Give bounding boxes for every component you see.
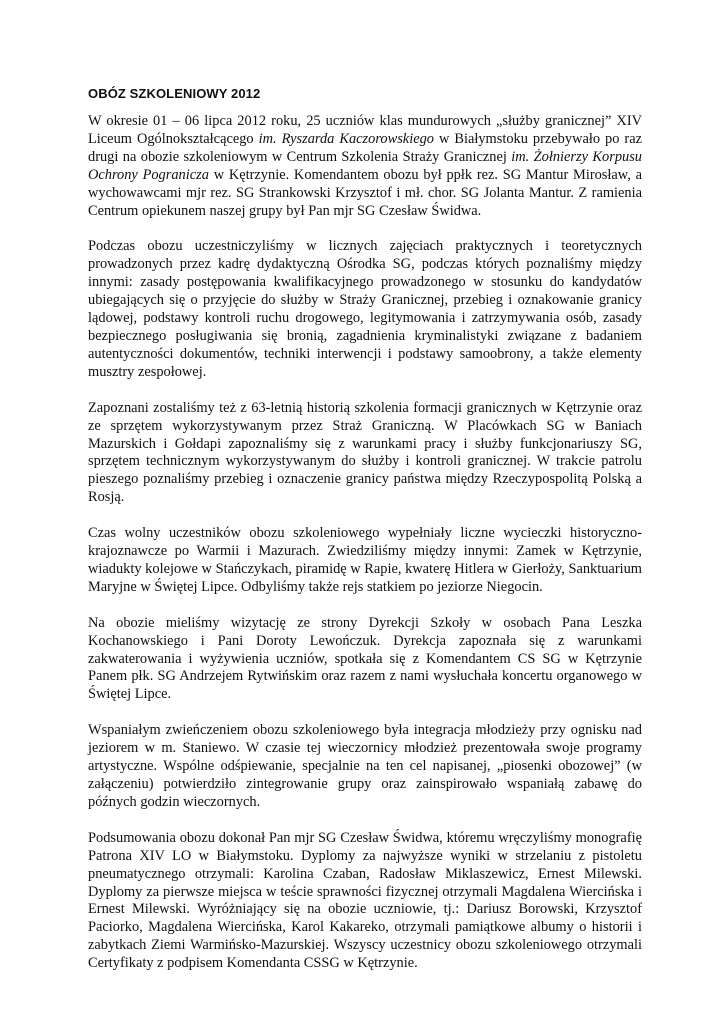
center-patron-name: im. Żołnierzy Korpusu Ochrony Pogranicza (88, 148, 643, 183)
paragraph-campfire: Wspaniałym zwieńczeniem obozu szkoleniowego była integracja młodzieży przy ognisku nad jeziorem w m. Staniewo. W czasie tej wieczornicy młodzież prezentowała swoje programy artystyczne. Wspólne odśpiewanie, specjalnie na ten cel napisanej, „piosenki obozowej” (w załączeniu) potwierdziło zintegrowanie grupy oraz zainspirowało wspaniałą zabawę do późnych godzin wieczornych. (88, 722, 642, 810)
paragraph-excursions: Czas wolny uczestników obozu szkoleniowego wypełniały liczne wycieczki historyczno-krajoznawcze po Warmii i Mazurach. Zwiedziliśmy między innymi: Zamek w Kętrzynie, wiadukty kolejowe w Stańczykach, piramidę w Rapie, kwaterę Hitlera w Gierłoży, Sanktuarium Maryjne w Świętej Lipce. Odbyliśmy także rejs statkiem po jeziorze Niegocin. (88, 525, 642, 595)
paragraph-intro-part-c: w Białymstoku przebywało po raz drugi na obozie szkoleniowym w Centrum Szkolenia Straży Granicznej (88, 130, 642, 165)
paragraph-visit: Na obozie mieliśmy wizytację ze strony Dyrekcji Szkoły w osobach Pana Leszka Kochanowskiego i Pani Doroty Lewończuk. Dyrekcja zapoznała się z warunkami zakwaterowania i wyżywienia uczniów, spotkała się z Komendantem CS SG w Kętrzynie Panem płk. SG Andrzejem Rytwińskim oraz razem z nami wysłuchała koncertu organowego w Świętej Lipce. (88, 614, 642, 703)
paragraph-summary: Podsumowania obozu dokonał Pan mjr SG Czesław Świdwa, któremu wręczyliśmy monografię Patrona XIV LO w Białymstoku. Dyplomy za najwyższe wyniki w strzelaniu z pistoletu pneumatycznego otrzymali: Karolina Czaban, Radosław Miklaszewicz, Ernest Milewski. Dyplomy za pierwsze miejsca w teście sprawności fizycznej otrzymali Magdalena Wiercińska i Ernest Milewski. Wyróżniający się na obozie uczniowie, tj.: Dariusz Borowski, Krzysztof Paciorko, Magdalena Wiercińska, Karol Kakareko, otrzymali pamiątkowe albumy o historii i zabytkach Ziemi Warmińsko-Mazurskiej. Wszyscy uczestnicy obozu szkoleniowego otrzymali Certyfikaty z podpisem Komendanta CSSG w Kętrzynie. (88, 829, 642, 972)
document-page (88, 86, 642, 991)
patron-name: im. Ryszarda Kaczorowskiego (258, 130, 434, 147)
paragraph-history: Zapoznani zostaliśmy też z 63-letnią historią szkolenia formacji granicznych w Kętrzynie oraz ze sprzętem wykorzystywanym przez Straż Graniczną. W Placówkach SG w Baniach Mazurskich i Gołdapi zapoznaliśmy się z warunkami pracy i służby funkcjonariuszy SG, sprzętem technicznym wykorzystywanym do służby i kontroli granicznej. W trakcie patrolu pieszego poznaliśmy przebieg i oznaczenie granicy państwa między Rzeczypospolitą Polską a Rosją. (88, 399, 642, 506)
document-title: OBÓZ SZKOLENIOWY 2012 (88, 86, 261, 101)
paragraph-intro (88, 113, 642, 220)
paragraph-intro-part-a: W okresie 01 – 06 lipca 2012 roku, 25 uczniów klas mundurowych „służby granicznej” XIV Liceum Ogólnokształcącego (88, 113, 642, 147)
paragraph-training: Podczas obozu uczestniczyliśmy w licznych zajęciach praktycznych i teoretycznych prowadzonych przez kadrę dydaktyczną Ośrodka SG, podczas których poznaliśmy między innymi: zasady postępowania kwalifikacyjnego prowadzonego w stosunku do kandydatów ubiegających się o przyjęcie do służby w Straży Granicznej, przebieg i oznakowanie granicy lądowej, podstawy kontroli ruchu drogowego, legitymowania i zatrzymywania osób, zasady bezpiecznego posługiwania się bronią, zagadnienia kryminalistyki związane z badaniem autentyczności dokumentów, techniki interwencji i podstawy samoobrony, a także elementy musztry zespołowej. (88, 238, 642, 380)
paragraph-intro-part-e: w Kętrzynie. Komendantem obozu był ppłk rez. SG Mantur Mirosław, a wychowawcami mjr rez. SG Strankowski Krzysztof i mł. chor. SG Jolanta Mantur. Z ramienia Centrum opiekunem naszej grupy był Pan mjr SG Czesław Świdwa. (88, 166, 642, 219)
